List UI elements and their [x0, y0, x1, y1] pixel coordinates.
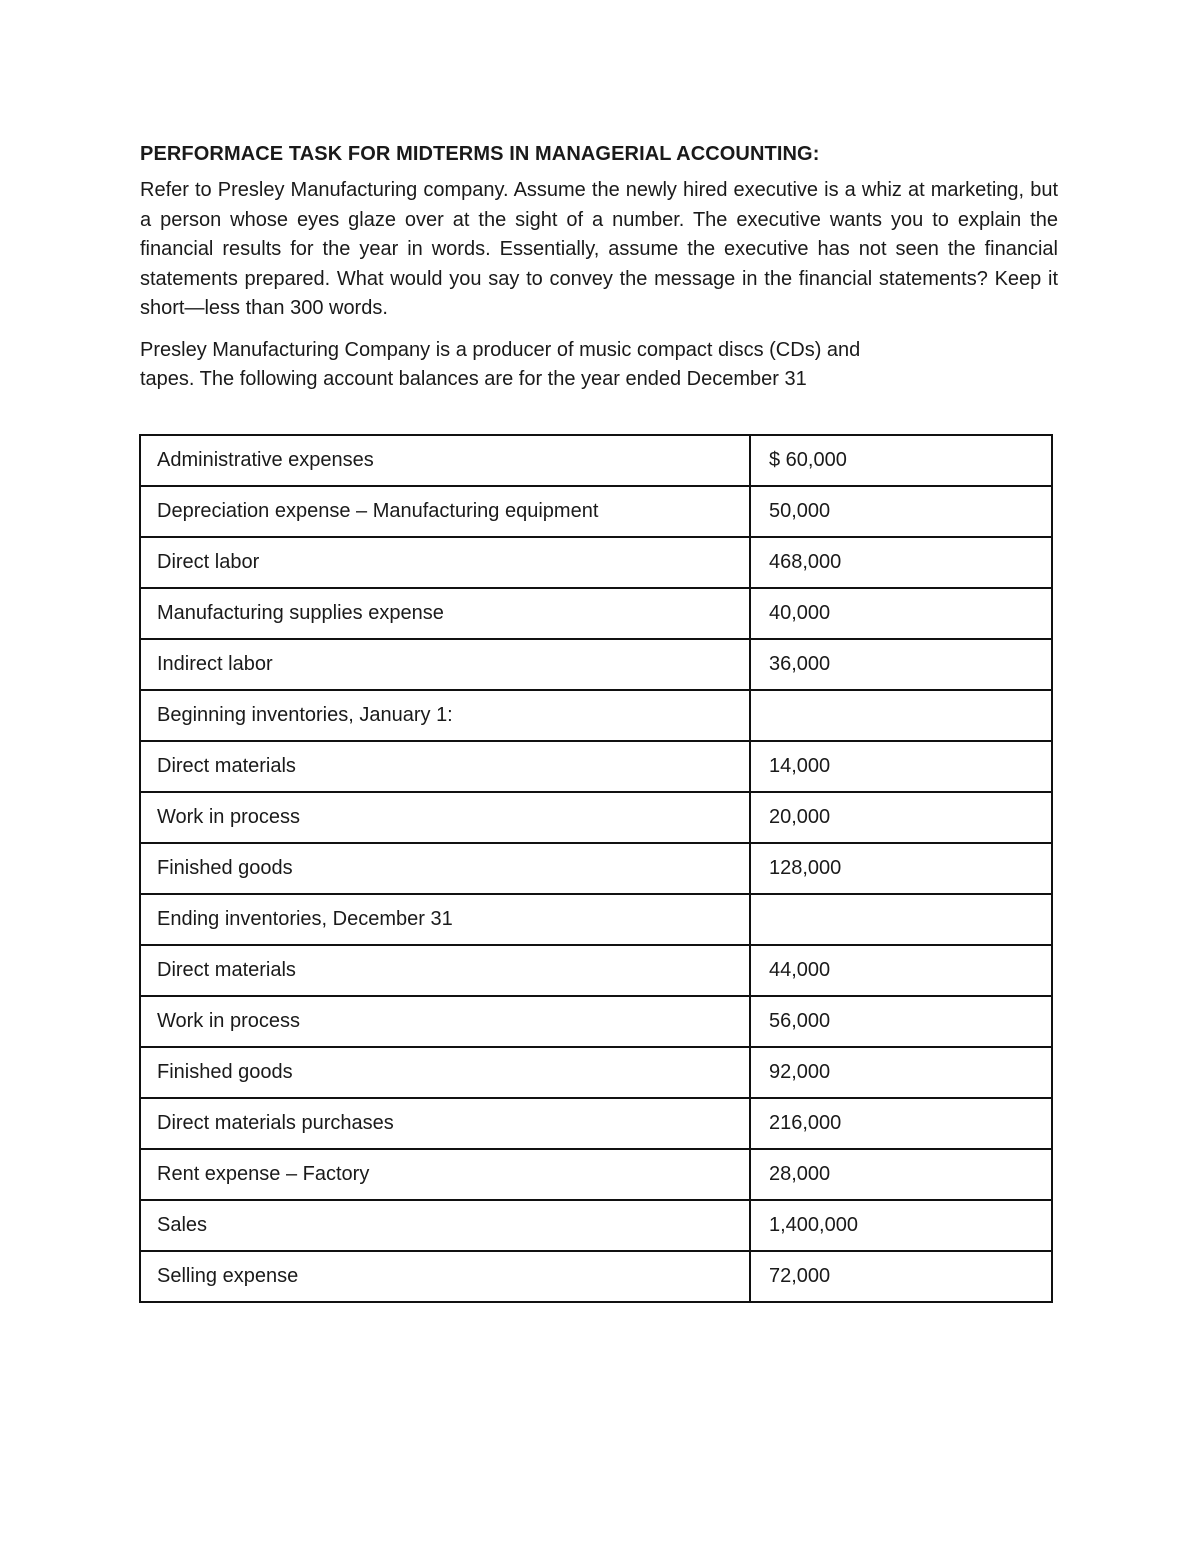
account-label: Sales [140, 1200, 750, 1251]
account-label: Depreciation expense – Manufacturing equipment [140, 486, 750, 537]
account-label: Direct materials [140, 741, 750, 792]
table-row [140, 435, 1052, 486]
account-value: 72,000 [750, 1251, 1052, 1302]
table-row [140, 486, 1052, 537]
account-label: Direct labor [140, 537, 750, 588]
account-value: $ 60,000 [750, 435, 1052, 486]
account-value: 1,400,000 [750, 1200, 1052, 1251]
account-value: 56,000 [750, 996, 1052, 1047]
intro-line-2: tapes. The following account balances are for the year ended December 31 [140, 368, 807, 390]
account-value: 36,000 [750, 639, 1052, 690]
table-row [140, 1251, 1052, 1302]
account-value: 216,000 [750, 1098, 1052, 1149]
account-label: Work in process [140, 996, 750, 1047]
account-label: Direct materials [140, 945, 750, 996]
table-row [140, 1200, 1052, 1251]
table-section-row [140, 690, 1052, 741]
account-balances-table-container [139, 434, 1053, 1303]
account-value: 14,000 [750, 741, 1052, 792]
table-section-row [140, 894, 1052, 945]
section-label: Ending inventories, December 31 [140, 894, 750, 945]
account-value [750, 690, 1052, 741]
account-value: 468,000 [750, 537, 1052, 588]
account-label: Rent expense – Factory [140, 1149, 750, 1200]
account-value: 128,000 [750, 843, 1052, 894]
table-row [140, 843, 1052, 894]
account-label: Finished goods [140, 1047, 750, 1098]
table-row [140, 1098, 1052, 1149]
account-label: Selling expense [140, 1251, 750, 1302]
account-label: Manufacturing supplies expense [140, 588, 750, 639]
page-title: PERFORMACE TASK FOR MIDTERMS IN MANAGERIAL ACCOUNTING: [140, 143, 820, 165]
instructions-paragraph: Refer to Presley Manufacturing company. Assume the newly hired executive is a whiz at marketing, but a person whose eyes glaze over at the sight of a number. The executive wants you to explain the financial results for the year in words. Essentially, assume the executive has not seen the financial statements prepared. What would you say to convey the message in the financial statements? Keep it short—less than 300 words. [140, 179, 1058, 319]
document-page [140, 140, 1058, 407]
account-value: 40,000 [750, 588, 1052, 639]
section-label: Beginning inventories, January 1: [140, 690, 750, 741]
intro-line-1: Presley Manufacturing Company is a producer of music compact discs (CDs) and [140, 338, 861, 361]
table-row [140, 945, 1052, 996]
account-value: 28,000 [750, 1149, 1052, 1200]
account-value [750, 894, 1052, 945]
account-label: Finished goods [140, 843, 750, 894]
account-label: Indirect labor [140, 639, 750, 690]
account-balances-table [139, 434, 1053, 1303]
account-value: 44,000 [750, 945, 1052, 996]
table-row [140, 1047, 1052, 1098]
account-label: Direct materials purchases [140, 1098, 750, 1149]
table-row [140, 639, 1052, 690]
account-value: 92,000 [750, 1047, 1052, 1098]
intro-paragraph [140, 336, 1058, 395]
table-row [140, 537, 1052, 588]
table-row [140, 1149, 1052, 1200]
account-value: 20,000 [750, 792, 1052, 843]
table-row [140, 588, 1052, 639]
account-label: Administrative expenses [140, 435, 750, 486]
account-label: Work in process [140, 792, 750, 843]
account-value: 50,000 [750, 486, 1052, 537]
table-row [140, 741, 1052, 792]
table-row [140, 792, 1052, 843]
table-row [140, 996, 1052, 1047]
